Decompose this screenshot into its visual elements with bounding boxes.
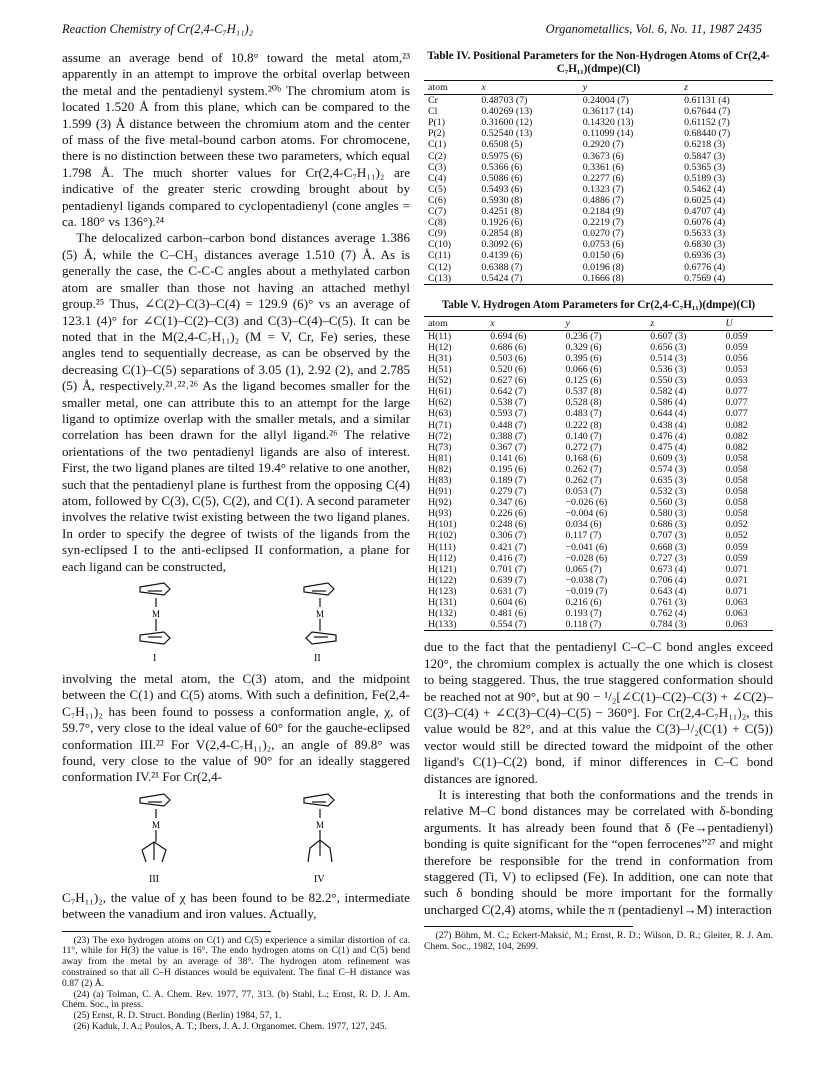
paragraph: assume an average bend of 10.8° toward the metal atom,²³ apparently in an attempt to improve the orbital overlap between the metal and the pentadienyl system.²⁰ᵇ The chromium atom is located 1.520 Å from this plane, which can be compared to the 1.599 (3) Å distance between the chromium atom and the center of mass of the five metal-bound carbon atoms. For chromocene, there is no distinction between these two parameters, which equal 1.798 Å. The much shorter values for Cr(2,4-C₇H₁₁)₂ are indicative of the greater steric crowding brought about by pentadienyl ligands compared to cyclopentadienyl (cone angles = ca. 180° vs 136°).²⁴	[62, 50, 410, 230]
table-cell: 0.6508 (5)	[481, 139, 523, 151]
table-row	[424, 250, 773, 261]
table-cell: Cl	[428, 106, 438, 118]
table-cell: H(73)	[428, 441, 452, 453]
table-cell: C(11)	[428, 250, 451, 262]
table-row	[424, 586, 773, 597]
footnote: (23) The exo hydrogen atoms on C(1) and C(5) experience a similar distortion of ca. 11°, while for H(3) the value is 16°. The endo hydrogen atoms on C(1) and C(5) bend away from the metal by an average of 38°. The hydrogen atom refinement was constrained so that all C–H distances would be equivalent. The final C–H distance was 0.87 (2) Å.	[62, 934, 410, 989]
table-cell: 0.306 (7)	[490, 530, 527, 542]
table-cell: 0.189 (7)	[490, 475, 527, 486]
table-row	[424, 117, 773, 128]
table-cell: 0.5633 (3)	[684, 228, 726, 240]
metal-label: M	[316, 609, 325, 619]
table-cell: 0.5930 (8)	[481, 194, 523, 206]
table-cell: 0.635 (3)	[650, 475, 687, 486]
paragraph: It is interesting that both the conformations and the trends in relative M–C bond distances may be correlated with δ-bonding arguments. It has already been found that δ (Fe→pentadienyl) bonding is quite significant for the “open ferrocenes”²⁷ and might therefore be responsible for the trend in conformation from staggered (Ti, V) to eclipsed (Fe). In addition, one can note that such δ bonding should be more important for the formally uncharged C(2,4) atoms, while the π (pentadienyl→M) interaction	[424, 786, 773, 917]
table-cell: C(6)	[428, 194, 447, 206]
table-cell: 0.483 (7)	[565, 408, 602, 420]
metal-label: M	[316, 819, 325, 830]
table-cell: 0.329 (6)	[565, 341, 602, 353]
table-cell: 0.574 (3)	[650, 463, 687, 475]
table-cell: 0.059	[725, 330, 748, 342]
table-cell: 0.61152 (7)	[684, 117, 730, 129]
table-row	[424, 397, 773, 408]
table-cell: 0.063	[725, 597, 748, 609]
table-cell: 0.607 (3)	[650, 330, 687, 342]
table-cell: H(111)	[428, 541, 456, 553]
table-cell: 0.40269 (13)	[481, 106, 533, 118]
table-cell: 0.216 (6)	[565, 597, 602, 609]
table-cell: 0.560 (3)	[650, 497, 687, 509]
table-cell: H(71)	[428, 419, 452, 431]
table5-header-row	[424, 316, 773, 330]
table-cell: 0.593 (7)	[490, 408, 527, 420]
table-cell: C(10)	[428, 239, 452, 251]
table-cell: 0.36117 (14)	[582, 106, 634, 118]
table-cell: 0.2184 (9)	[582, 206, 624, 218]
table-cell: 0.68440 (7)	[684, 128, 731, 140]
table-cell: 0.347 (6)	[490, 497, 527, 509]
table-cell: 0.503 (6)	[490, 352, 527, 364]
table-cell: 0.727 (3)	[650, 552, 687, 564]
col-header: y	[561, 316, 646, 330]
table-row	[424, 128, 773, 139]
table-cell: 0.448 (7)	[490, 419, 527, 431]
table-cell: 0.31600 (12)	[481, 117, 533, 129]
table-cell: 0.071	[725, 574, 748, 586]
table-cell: 0.14320 (13)	[582, 117, 634, 129]
table-row	[424, 330, 773, 342]
conformation-figure-I-II	[62, 579, 410, 669]
table-cell: 0.6076 (4)	[684, 217, 726, 229]
table-cell: 0.5424 (7)	[477, 273, 578, 285]
table-cell: 0.3673 (6)	[582, 150, 624, 162]
table-row	[424, 530, 773, 541]
table-cell: 0.395 (6)	[565, 352, 602, 364]
table-cell: 0.701 (7)	[490, 563, 527, 575]
footnote: (24) (a) Tolman, C. A. Chem. Rev. 1977, 77, 313. (b) Stahl, L.; Ernst, R. D. J. Am. Chem. Soc., in press.	[62, 988, 410, 1011]
metal-label: M	[152, 609, 161, 619]
table-cell: 0.071	[725, 585, 748, 597]
table-cell: 0.586 (4)	[650, 397, 687, 409]
table-cell: 0.063	[725, 608, 748, 620]
table-cell: 0.6025 (4)	[684, 194, 726, 206]
table5-caption: Table V. Hydrogen Atom Parameters for Cr(2,4-C₇H₁₁)(dmpe)(Cl)	[441, 298, 756, 311]
table-cell: 0.059	[725, 541, 748, 553]
table-cell: 0.550 (3)	[650, 375, 687, 387]
table-cell: H(102)	[428, 530, 457, 542]
table4	[424, 80, 773, 285]
table-cell: 0.6936 (3)	[684, 250, 726, 262]
table-cell: 0.686 (6)	[490, 341, 527, 353]
col-header: z	[646, 316, 721, 330]
table-cell: 0.053	[725, 375, 748, 387]
table-cell: 0.125 (6)	[565, 375, 602, 387]
col-header: y	[579, 81, 680, 95]
table-cell: 0.67644 (7)	[684, 106, 731, 118]
table4-caption: Table IV. Positional Parameters for the Non-Hydrogen Atoms of Cr(2,4-C₇H₁₁)(dmpe)(Cl)	[427, 50, 770, 75]
table-cell: H(31)	[428, 352, 452, 364]
table-cell: 0.082	[725, 441, 748, 453]
table-cell: 0.168 (6)	[565, 452, 602, 464]
table-cell: H(52)	[428, 375, 452, 387]
table-cell: 0.140 (7)	[565, 430, 602, 442]
table-cell: −0.026 (6)	[565, 497, 608, 509]
figure-label-IV: IV	[314, 873, 325, 885]
table-row	[424, 442, 773, 453]
footnotes	[62, 936, 410, 1033]
table-cell: 0.52540 (13)	[481, 128, 533, 140]
table-cell: 0.762 (4)	[650, 608, 687, 620]
table-cell: H(61)	[428, 386, 452, 398]
table-cell: 0.388 (7)	[490, 430, 527, 442]
footnote: (26) Kaduk, J. A.; Poulos, A. T.; Ibers, J. A. J. Organomet. Chem. 1977, 127, 245.	[73, 1021, 387, 1033]
table-cell: 0.066 (6)	[565, 364, 602, 376]
table-cell: 0.6776 (4)	[684, 261, 726, 273]
table-row	[424, 542, 773, 553]
table-row	[424, 575, 773, 586]
table-row	[424, 420, 773, 431]
table-cell: 0.4139 (6)	[481, 250, 523, 262]
table-cell: 0.3361 (6)	[582, 161, 624, 173]
table-cell: 0.6830 (3)	[684, 239, 726, 251]
table-cell: 0.4251 (8)	[481, 206, 523, 218]
table-cell: C(12)	[428, 261, 452, 273]
table-row	[424, 564, 773, 575]
table-row	[424, 342, 773, 353]
table-row	[424, 508, 773, 519]
col-header: U	[722, 316, 774, 330]
table-row	[424, 475, 773, 486]
table-cell: Cr	[428, 95, 438, 107]
table-cell: 0.2219 (7)	[582, 217, 624, 229]
table-row	[424, 597, 773, 608]
running-title: Reaction Chemistry of Cr(2,4-C₇H₁₁)₂	[62, 22, 253, 36]
table-cell: 0.582 (4)	[650, 386, 687, 398]
table-cell: P(1)	[428, 117, 446, 129]
table-cell: C(2)	[428, 150, 447, 162]
table-cell: H(63)	[428, 408, 452, 420]
col-header: x	[486, 316, 561, 330]
table-cell: 0.644 (4)	[650, 408, 687, 420]
table-cell: 0.058	[725, 463, 748, 475]
table-cell: 0.627 (6)	[490, 375, 527, 387]
table-cell: 0.642 (7)	[490, 386, 527, 398]
footnote-divider	[62, 931, 271, 932]
table-cell: 0.537 (8)	[565, 386, 602, 398]
table-row	[424, 464, 773, 475]
table-cell: 0.195 (6)	[490, 463, 527, 475]
table-cell: H(91)	[428, 486, 452, 498]
table-row	[424, 228, 773, 239]
table-cell: 0.4886 (7)	[582, 194, 624, 206]
table-cell: 0.438 (4)	[650, 419, 687, 431]
table-cell: 0.058	[725, 452, 748, 464]
table-cell: 0.61131 (4)	[684, 95, 730, 107]
table-cell: 0.063	[722, 619, 774, 631]
table-cell: H(81)	[428, 452, 452, 464]
table-row	[424, 608, 773, 619]
right-column	[424, 50, 773, 953]
table-cell: 0.6388 (7)	[481, 261, 523, 273]
paragraph: involving the metal atom, the C(3) atom, and the midpoint between the C(1) and C(5) atoms. With such a definition, Fe(2,4-C₇H₁₁)₂ has been found to possess a conformation angle, χ, of 59.7°, very close to the ideal value of 60° for the gauche-eclipsed conformation III.²² For V(2,4-C₇H₁₁)₂, an angle of 89.8° was found, very close to the value of 90° for an ideally staggered conformation IV.²¹ For Cr(2,4-	[62, 671, 410, 785]
table-cell: 0.082	[725, 430, 748, 442]
table-cell: 0.077	[725, 386, 748, 398]
table-row	[424, 106, 773, 117]
table-cell: 0.071	[725, 563, 748, 575]
table-row	[424, 486, 773, 497]
table-cell: −0.004 (6)	[565, 508, 608, 520]
table-cell: −0.038 (7)	[565, 574, 608, 586]
table-row	[424, 408, 773, 419]
table-cell: 0.262 (7)	[565, 463, 602, 475]
table-cell: 0.631 (7)	[490, 585, 527, 597]
col-header: atom	[424, 81, 477, 95]
table-cell: 0.639 (7)	[490, 574, 527, 586]
table-row	[424, 453, 773, 464]
footnote: (25) Ernst, R. D. Struct. Bonding (Berlin) 1984, 57, 1.	[73, 1010, 282, 1022]
table-cell: 0.475 (4)	[650, 441, 687, 453]
footnotes	[424, 931, 773, 953]
table-row	[424, 206, 773, 217]
table-cell: H(11)	[428, 330, 452, 342]
table-cell: 0.4707 (4)	[684, 206, 726, 218]
table-cell: 0.053	[725, 364, 748, 376]
paragraph: The delocalized carbon–carbon bond distances average 1.386 (5) Å, while the C–CH₃ distances average 1.510 (7) Å. As is generally the case, the C-C-C angles about a methylated carbon atom are smaller than those not having an attached methyl group.²⁵ Thus, ∠C(2)–C(3)–C(4) = 129.9 (6)° vs an average of 123.1 (4)° for ∠C(1)–C(2)–C(3) and C(3)–C(4)–C(5). It can be noted that in the M(2,4-C₇H₁₁)₂ (M = V, Cr, Fe) series, these angles tend to sequentially decrease, as can be observed by the decreasing C(1)–C(5) separations of 3.05 (1), 2.92 (2), and 2.785 (5) Å, respectively.²¹˒²²˒²⁶ As the ligand becomes smaller for the smaller metal, one can attribute this to an attempt for the large ligand to optimize overlap with the smaller metals, and a similar correlation has been drawn for the allyl ligand.²⁶ The relative orientations of the two pentadienyl ligands are also of interest. First, the two ligand planes are tilted 19.4° relative to one another, such that the pentadienyl plane is furthest from the opposing C(4) atom, followed by C(3), C(5), C(2), and C(1). A second parameter involves the relative twist existing between the two ligand planes. In order to specify the degree of twists of the ligands from the syn-eclipsed I to the anti-eclipsed II conformation, a plane for each ligand can be constructed,	[62, 230, 410, 574]
table-cell: H(83)	[428, 475, 452, 486]
paragraph: C₇H₁₁)₂, the value of χ has been found to be 82.2°, intermediate between the vanadium and iron values. Actually,	[62, 889, 410, 922]
table-cell: 0.141 (6)	[490, 452, 527, 464]
table-cell: 0.0150 (6)	[582, 250, 624, 262]
footnote: (27) Böhm, M. C.; Eckert-Maksić, M.; Ernst, R. D.; Wilson, D. R.; Gleiter, R. J. Am. Chem. Soc., 1982, 104, 2699.	[424, 930, 773, 953]
table-cell: 0.761 (3)	[650, 597, 687, 609]
table-cell: 0.5847 (3)	[684, 150, 726, 162]
table-row	[424, 262, 773, 273]
table-cell: −0.041 (6)	[565, 541, 608, 553]
table-cell: 0.0196 (8)	[582, 261, 624, 273]
table5	[424, 316, 773, 632]
table-cell: 0.5086 (6)	[481, 172, 523, 184]
table-row	[424, 364, 773, 375]
table-row	[424, 151, 773, 162]
table-cell: 0.48703 (7)	[481, 95, 528, 107]
table-row	[424, 375, 773, 386]
table-cell: 0.514 (3)	[650, 352, 687, 364]
table-cell: 0.24004 (7)	[582, 95, 629, 107]
table-cell: 0.082	[725, 419, 748, 431]
table-cell: C(5)	[428, 183, 447, 195]
table-cell: 0.058	[725, 475, 748, 486]
table-cell: 0.520 (6)	[490, 364, 527, 376]
table-cell: H(133)	[424, 619, 486, 631]
table-cell: 0.656 (3)	[650, 341, 687, 353]
table-cell: 0.5189 (3)	[684, 172, 726, 184]
table-cell: 0.262 (7)	[565, 475, 602, 486]
table-cell: 0.706 (4)	[650, 574, 687, 586]
table-cell: 0.5365 (3)	[684, 161, 726, 173]
table-cell: H(101)	[428, 519, 457, 531]
table-cell: H(82)	[428, 463, 452, 475]
table-cell: 0.226 (6)	[490, 508, 527, 520]
table-cell: 0.643 (4)	[650, 585, 687, 597]
table-cell: H(122)	[428, 574, 457, 586]
table-row	[424, 519, 773, 530]
table-cell: 0.536 (3)	[650, 364, 687, 376]
table-cell: −0.019 (7)	[565, 585, 608, 597]
table-cell: C(9)	[428, 228, 447, 240]
footnote-divider	[424, 926, 633, 927]
col-header: atom	[424, 316, 486, 330]
table-cell: H(92)	[428, 497, 452, 509]
journal-citation: Organometallics, Vol. 6, No. 11, 1987 2435	[545, 22, 762, 36]
table-cell: 0.609 (3)	[650, 452, 687, 464]
table-cell: C(13)	[424, 273, 477, 285]
table-cell: 0.416 (7)	[490, 552, 527, 564]
table-cell: 0.077	[725, 408, 748, 420]
table-cell: P(2)	[428, 128, 446, 140]
table-cell: 0.1666 (8)	[579, 273, 680, 285]
table-cell: 0.077	[725, 397, 748, 409]
table-cell: 0.694 (6)	[490, 330, 527, 342]
table-cell: 0.222 (8)	[565, 419, 602, 431]
table-cell: 0.059	[725, 552, 748, 564]
left-column	[62, 50, 410, 1033]
table-cell: 0.053 (7)	[565, 486, 602, 498]
figure-label-III: III	[149, 873, 159, 885]
table-cell: 0.2277 (6)	[582, 172, 624, 184]
table-row	[424, 173, 773, 184]
figure-label-II: II	[314, 653, 321, 664]
table-cell: 0.673 (4)	[650, 563, 687, 575]
table-cell: C(4)	[428, 172, 447, 184]
table4-header-row	[424, 81, 773, 95]
metal-label: M	[152, 819, 161, 830]
table-cell: H(132)	[428, 608, 457, 620]
table-cell: 0.7569 (4)	[680, 273, 773, 285]
table-cell: 0.056	[725, 352, 748, 364]
table-cell: 0.052	[725, 519, 748, 531]
table-cell: H(123)	[428, 585, 457, 597]
table-cell: 0.058	[725, 508, 748, 520]
table-cell: 0.707 (3)	[650, 530, 687, 542]
table-cell: 0.5493 (6)	[481, 183, 523, 195]
table-cell: 0.059	[725, 341, 748, 353]
conformation-figure-III-IV	[62, 790, 410, 888]
table-cell: 0.367 (7)	[490, 441, 527, 453]
table-row	[424, 431, 773, 442]
table-row	[424, 95, 773, 107]
table-cell: 0.118 (7)	[561, 619, 646, 631]
table-cell: 0.554 (7)	[486, 619, 561, 631]
table-row	[424, 353, 773, 364]
table-cell: 0.0270 (7)	[582, 228, 624, 240]
table-cell: H(93)	[428, 508, 452, 520]
table-cell: 0.5462 (4)	[684, 183, 726, 195]
table-cell: C(8)	[428, 217, 447, 229]
table-cell: H(12)	[428, 341, 452, 353]
table-cell: 0.279 (7)	[490, 486, 527, 498]
table-row	[424, 139, 773, 150]
table-cell: C(7)	[428, 206, 447, 218]
table-cell: 0.065 (7)	[565, 563, 602, 575]
table-cell: H(121)	[428, 563, 457, 575]
table-cell: 0.052	[725, 530, 748, 542]
table-cell: 0.193 (7)	[565, 608, 602, 620]
col-header: z	[680, 81, 773, 95]
table-cell: 0.5366 (6)	[481, 161, 523, 173]
table-cell: 0.2920 (7)	[582, 139, 624, 151]
table-cell: H(131)	[428, 597, 457, 609]
table-cell: 0.784 (3)	[646, 619, 721, 631]
table-row	[424, 162, 773, 173]
table-row	[424, 273, 773, 285]
table-cell: 0.1926 (6)	[481, 217, 523, 229]
table-cell: 0.538 (7)	[490, 397, 527, 409]
table-cell: 0.3092 (6)	[481, 239, 523, 251]
table-cell: 0.11099 (14)	[582, 128, 634, 140]
figure-label-I: I	[153, 653, 157, 664]
table-row	[424, 239, 773, 250]
table-cell: C(1)	[428, 139, 447, 151]
table-cell: 0.236 (7)	[565, 330, 602, 342]
table-cell: H(112)	[428, 552, 457, 564]
table-row	[424, 386, 773, 397]
table-row	[424, 195, 773, 206]
table-cell: 0.0753 (6)	[582, 239, 624, 251]
table-cell: 0.481 (6)	[490, 608, 527, 620]
table-cell: 0.476 (4)	[650, 430, 687, 442]
table-cell: C(3)	[428, 161, 447, 173]
table-cell: 0.272 (7)	[565, 441, 602, 453]
table-cell: 0.117 (7)	[565, 530, 602, 542]
table-cell: 0.058	[725, 486, 748, 498]
table-row	[424, 184, 773, 195]
table-row	[424, 553, 773, 564]
table-cell: H(51)	[428, 364, 452, 376]
table-cell: 0.1323 (7)	[582, 183, 624, 195]
table-cell: 0.058	[725, 497, 748, 509]
table-cell: 0.5975 (6)	[481, 150, 523, 162]
table-cell: 0.686 (3)	[650, 519, 687, 531]
table-cell: H(72)	[428, 430, 452, 442]
table-cell: 0.668 (3)	[650, 541, 687, 553]
table-cell: −0.028 (6)	[565, 552, 608, 564]
table-cell: H(62)	[428, 397, 452, 409]
table-cell: 0.580 (3)	[650, 508, 687, 520]
table-cell: 0.6218 (3)	[684, 139, 726, 151]
table-row	[424, 497, 773, 508]
col-header: x	[477, 81, 578, 95]
paragraph: due to the fact that the pentadienyl C–C–C bond angles exceed 120°, the chromium complex is actually the one which is closest to being staggered. Thus, the true staggered conformation should be reached not at 90°, but at 90 − ¹/₂[∠C(1)–C(2)–C(3) + ∠C(2)–C(3)–C(4) + ∠C(3)–C(4)–C(5) − 360°]. For Cr(2,4-C₇H₁₁)₂, this value would be 82°, and at this value the C(3)–¹/₂(C(1) + C(5)) vector would still be directed toward the midpoint of the other ligand's C(1)–C(2) bond, if minor differences in C–C bond distances are ignored.	[424, 639, 773, 786]
table-cell: 0.528 (8)	[565, 397, 602, 409]
table-row	[424, 619, 773, 631]
table-cell: 0.2854 (8)	[481, 228, 523, 240]
table-cell: 0.248 (6)	[490, 519, 527, 531]
table-row	[424, 217, 773, 228]
table-cell: 0.421 (7)	[490, 541, 527, 553]
table-cell: 0.034 (6)	[565, 519, 602, 531]
table-cell: 0.532 (3)	[650, 486, 687, 498]
table-cell: 0.604 (6)	[490, 597, 527, 609]
